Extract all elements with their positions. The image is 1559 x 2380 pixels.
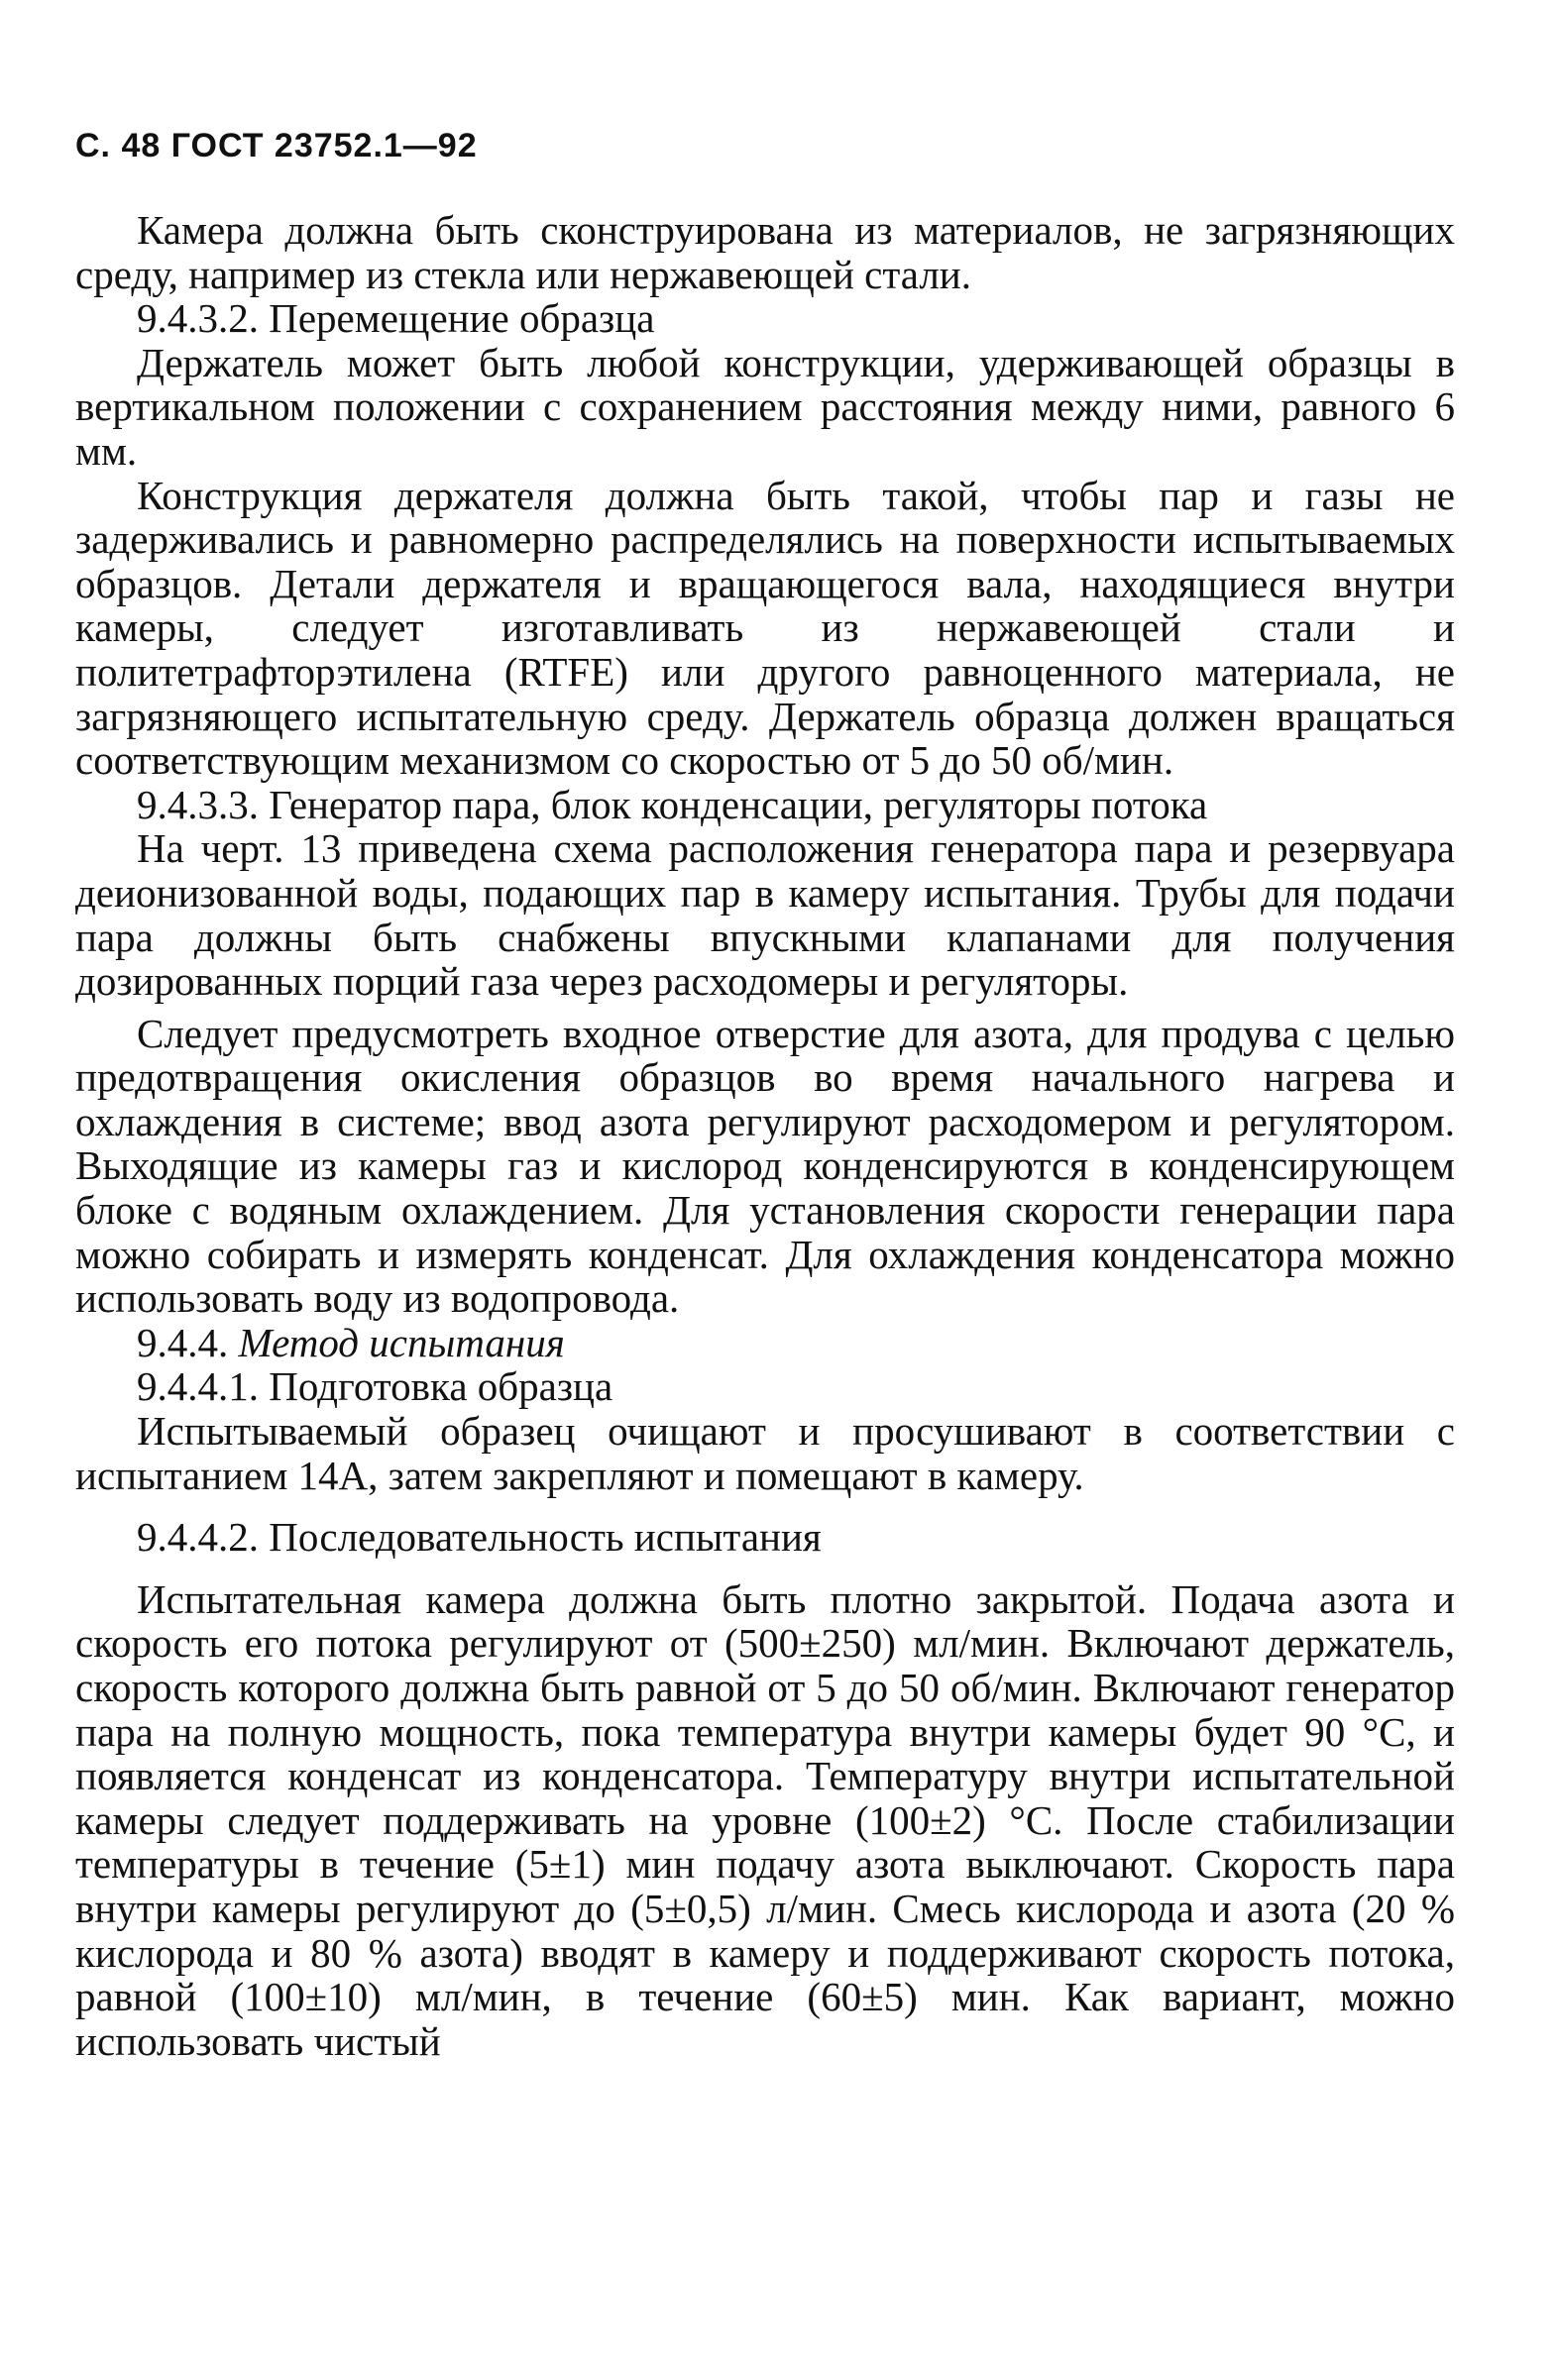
section-heading [75,296,1455,341]
section-title: Метод испытания [238,1319,565,1365]
section-title: Перемещение образца [269,295,655,342]
section-number: 9.4.3.2. [137,295,259,342]
section-title: Подготовка образца [269,1363,613,1410]
section-title: Последовательность испытания [269,1514,822,1561]
section-heading [75,783,1455,827]
section-heading [75,1321,1455,1365]
page-header: С. 48 ГОСТ 23752.1—92 [75,127,478,164]
paragraph: Конструкция держателя должна быть такой, чтобы пар и газы не задерживались и равномерно распределялись на поверхности испытываемых образцов. Детали держателя и вращающегося вала, находящиеся внутри камеры, следует изготавливать из нержавеющей стали и политетрафторэтилена (RTFE) или другого равноценного материала, не загрязняющего испытательную среду. Держатель образца должен вращаться соответствующим механизмом со скоростью от 5 до 50 об/мин. [75,472,1455,784]
section-title: Генератор пара, блок конденсации, регуляторы потока [269,781,1208,827]
section-number: 9.4.4. [137,1319,229,1365]
section-number: 9.4.3.3. [137,781,259,827]
section-heading [75,1364,1455,1409]
paragraph: Следует предусмотреть входное отверстие для азота, для продува с целью предотвращения окисления образцов во время начального нагрева и охлаждения в системе; ввод азота регулируют расходомером и регулятором. Выходящие из камеры газ и кислород конденсируются в конденсирующем блоке с водяным охлаждением. Для установления скорости генерации пара можно собирать и измерять конденсат. Для охлаждения конденсатора можно использовать воду из водопровода. [75,1010,1455,1322]
paragraph: Испытательная камера должна быть плотно закрытой. Подача азота и скорость его потока регулируют от (500±250) мл/мин. Включают держатель, скорость которого должна быть равной от 5 до 50 об/мин. Включают генератор пара на полную мощность, пока температура внутри камеры будет 90 °С, и появляется конденсат из конденсатора. Температуру внутри испытательной камеры следует поддерживать на уровне (100±2) °С. После стабилизации температуры в течение (5±1) мин подачу азота выключают. Скорость пара внутри камеры регулируют до (5±0,5) л/мин. Смесь кислорода и азота (20 % кислорода и 80 % азота) вводят в камеру и поддерживают скорость потока, равной (100±10) мл/мин, в течение (60±5) мин. Как вариант, можно использовать чистый [75,1575,1455,2064]
paragraph: На черт. 13 приведена схема расположения генератора пара и резервуара деионизованной воды, подающих пар в камеру испытания. Трубы для подачи пара должны быть снабжены впускными клапанами для получения дозированных порций газа через расходомеры и регуляторы. [75,825,1455,1005]
paragraph: Держатель может быть любой конструкции, удерживающей образцы в вертикальном положении с сохранением расстояния между ними, равного 6 мм. [75,339,1455,474]
section-heading [75,1515,1455,1560]
paragraph: Камера должна быть сконструирована из материалов, не загрязняющих среду, например из стекла или нержавеющей стали. [75,207,1455,297]
section-number: 9.4.4.2. [137,1514,259,1561]
section-number: 9.4.4.1. [137,1363,259,1410]
document-body [75,208,1455,2063]
paragraph: Испытываемый образец очищают и просушивают в соответствии с испытанием 14А, затем закрепляют и помещают в камеру. [75,1408,1455,1498]
